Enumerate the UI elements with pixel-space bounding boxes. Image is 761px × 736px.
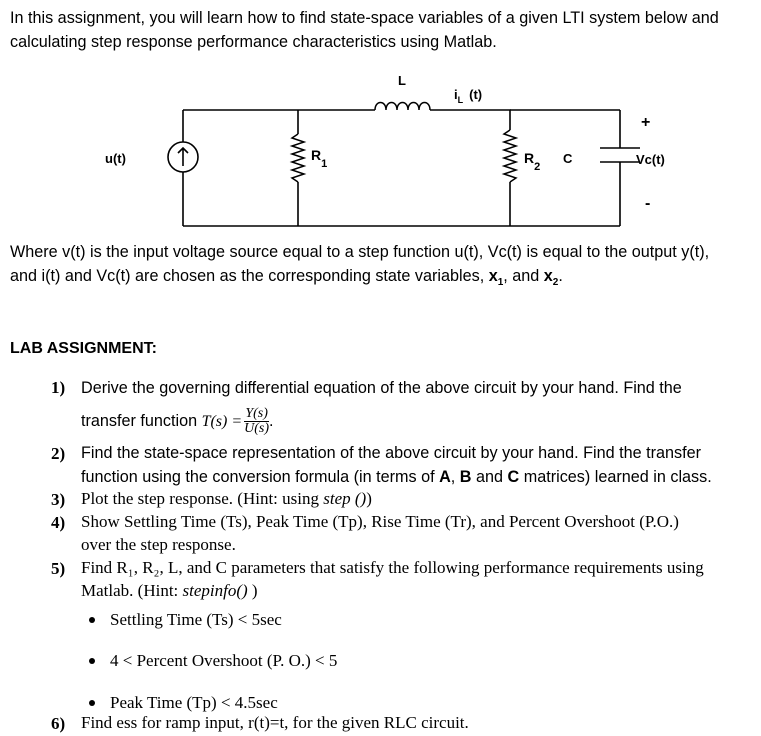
- r2-resistor-icon: [504, 130, 516, 182]
- bullet-dot: [89, 617, 95, 623]
- source-label: u(t): [105, 151, 126, 166]
- item-3-text: Plot the step response. (Hint: using step ()): [81, 489, 372, 508]
- item-4-line-1: Show Settling Time (Ts), Peak Time (Tp), Rise Time (Tr), and Percent Overshoot (P.O.): [81, 512, 679, 531]
- output-label: Vc(t): [636, 152, 665, 167]
- capacitor-label: C: [563, 151, 573, 166]
- intro-line-1: In this assignment, you will learn how to find state-space variables of a given LTI system below and: [10, 9, 719, 27]
- bullet-dot: [89, 700, 95, 706]
- bullet-settling-time: Settling Time (Ts) < 5sec: [110, 610, 282, 629]
- cap-wire: [510, 110, 620, 226]
- lab-heading: LAB ASSIGNMENT:: [10, 340, 157, 357]
- bullet-percent-overshoot: 4 < Percent Overshoot (P. O.) < 5: [110, 651, 338, 670]
- plus-sign: +: [641, 114, 651, 131]
- item-4-number: 4): [51, 513, 66, 532]
- intro-line-2: calculating step response performance characteristics using Matlab.: [10, 33, 497, 51]
- item-4-line-2: over the step response.: [81, 535, 236, 554]
- r1-label: $R_1$: [311, 147, 328, 170]
- top-wire: [183, 110, 510, 130]
- item-1-line-1: Derive the governing differential equation of the above circuit by your hand. Find the: [81, 379, 682, 397]
- minus-sign: -: [645, 195, 651, 212]
- inductor-label: L: [398, 73, 406, 88]
- transfer-function-fraction: $\frac{Y(s)}{U(s)}$: [244, 406, 270, 436]
- item-5-number: 5): [51, 559, 66, 578]
- bullet-dot: [89, 658, 95, 664]
- item-2-line-1: Find the state-space representation of the above circuit by your hand. Find the transfer: [81, 444, 701, 462]
- item-6-text: Find ess for ramp input, r(t)=t, for the given RLC circuit.: [81, 713, 469, 732]
- where-line-1: Where v(t) is the input voltage source equal to a step function u(t), Vc(t) is equal to the output y(t),: [10, 243, 710, 261]
- r2-label: $R_2$: [524, 150, 541, 173]
- bullet-peak-time: Peak Time (Tp) < 4.5sec: [110, 693, 278, 712]
- inductor-icon: [375, 103, 430, 111]
- r1-resistor-icon: [292, 134, 304, 182]
- current-label: $i_L$ (t): [454, 87, 483, 105]
- item-2-number: 2): [51, 444, 66, 463]
- item-3-number: 3): [51, 490, 66, 509]
- item-1-line-2: transfer function T(s) = $\frac{Y(s)}{U(s)}$ .: [81, 406, 274, 436]
- capacitor-icon: [600, 148, 640, 162]
- item-5-line-1: Find R₁, R₂, L, and C parameters that satisfy the following performance requirements using: [81, 558, 704, 577]
- item-1-number: 1): [51, 378, 66, 397]
- item-2-line-2: function using the conversion formula (in terms of A, B and C matrices) learned in class.: [81, 468, 712, 486]
- item-5-line-2: Matlab. (Hint: stepinfo() ): [81, 581, 258, 600]
- item-6-number: 6): [51, 714, 66, 733]
- where-line-2: and i(t) and Vc(t) are chosen as the corresponding state variables, $x_1$, and $x_2$.: [10, 267, 563, 289]
- rlc-circuit-diagram: [0, 0, 761, 240]
